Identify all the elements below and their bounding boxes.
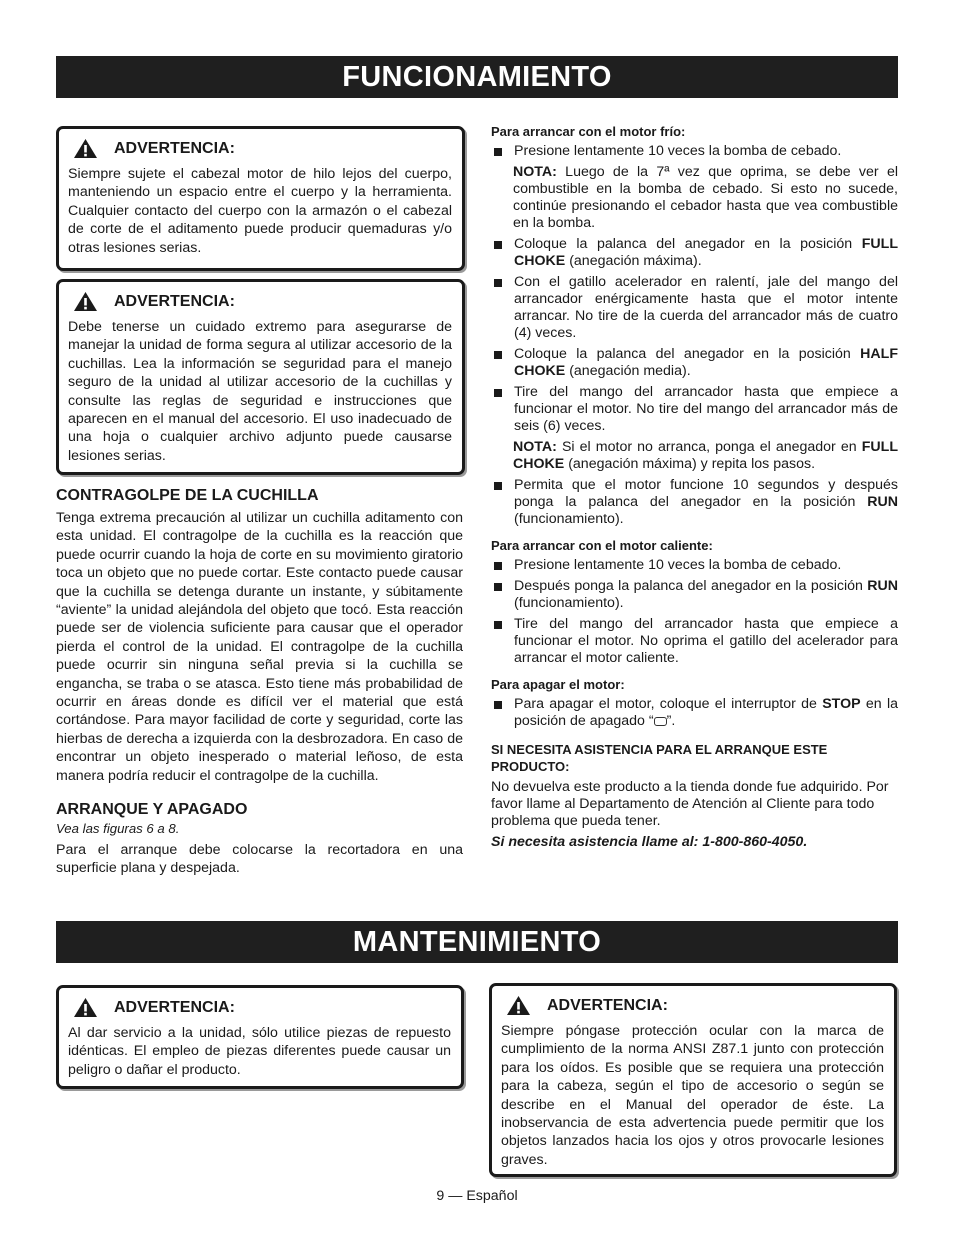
warning-triangle-icon bbox=[73, 997, 98, 1018]
warning-header bbox=[68, 997, 451, 1018]
warning-title: ADVERTENCIA: bbox=[114, 292, 235, 310]
left-column bbox=[56, 487, 463, 877]
list-item: Coloque la palanca del anegador en la posición HALF CHOKE (anegación media). bbox=[491, 346, 898, 380]
warning-text: Siempre sujete el cabezal motor de hilo lejos del cuerpo, manteniendo un espacio entre el cuerpo y la herramienta. Cualquier contacto del cuerpo con la armazón o el cabezal de corte de el aditamento puede producir quemaduras y/o otras lesiones serias. bbox=[68, 166, 452, 256]
section-banner-mantenimiento bbox=[56, 921, 898, 963]
warning-text: Al dar servicio a la unidad, sólo utilice piezas de repuesto idénticas. El empleo de piezas diferentes puede causar un peligro o dañar el producto. bbox=[68, 1025, 451, 1078]
starting-text: Para el arranque debe colocarse la recortadora en una superficie plana y despejada. bbox=[56, 841, 463, 876]
warning-header bbox=[68, 291, 452, 312]
stop-heading: Para apagar el motor: bbox=[491, 677, 625, 692]
list-item: Coloque la palanca del anegador en la posición FULL CHOKE (anegación máxima). bbox=[491, 236, 898, 270]
warning-box-proteccion bbox=[489, 983, 897, 1177]
warning-box-repuestos bbox=[56, 985, 464, 1089]
section-banner-funcionamiento bbox=[56, 56, 898, 98]
list-item: Tire del mango del arrancador hasta que empiece a funcionar el motor. No oprima el gatillo del acelerador para arrancar el motor caliente. bbox=[491, 616, 898, 667]
note: NOTA: Si el motor no arranca, ponga el anegador en FULL CHOKE (anegación máxima) y repita los pasos. bbox=[513, 439, 898, 472]
list-item: Tire del mango del arrancador hasta que empiece a funcionar el motor. No tire del mango del arrancador más de seis (6) veces. bbox=[491, 384, 898, 435]
warning-triangle-icon bbox=[73, 138, 98, 159]
list-item: Para apagar el motor, coloque el interruptor de STOP en la posición de apagado “ ”. bbox=[491, 696, 898, 730]
warning-box-hilo bbox=[56, 126, 465, 271]
note: NOTA: Luego de la 7ª vez que oprima, se debe ver el combustible en la bomba de cebado. Si esto no sucede, continúe presionando el cebador hasta que vea combustible en la bomba. bbox=[513, 164, 898, 231]
figures-reference: Vea las figuras 6 a 8. bbox=[56, 821, 180, 837]
warning-header bbox=[501, 995, 884, 1016]
section-title: FUNCIONAMIENTO bbox=[342, 60, 612, 93]
list-item: Con el gatillo acelerador en ralentí, jale del mango del arrancador enérgicamente hasta que el motor intente arrancar. No tire de la cuerda del arrancador más de cuatro (4) veces. bbox=[491, 274, 898, 342]
kickback-text: Tenga extrema precaución al utilizar un cuchilla aditamento con esta unidad. El contragolpe de la cuchilla es la reacción que puede ocurrir cuando la hoja de corte en su movimiento giratorio toca un objeto que no puede cortar. Este contacto puede causar que la cuchilla se detenga durante un instante, y súbitamente “aviente” la unidad alejándola del objeto que tocó. Esta reacción puede ser de violencia suficiente para causar que el operador pierda el control de la unidad. El contragolpe de la cuchilla puede ocurrir sin ninguna señal previa si la cuchilla se engancha, se traba o se atasca. Esto tiene más probabilidad de ocurrir en áreas donde es difícil ver el material que está cortándose. Para mayor facilidad de corte y seguridad, corte las hierbas de derecha a izquierda con la desbrozadora. En caso de encontrar un objeto inesperado o material leñoso, de esta manera podría reducir el contragolpe de la cuchilla. bbox=[56, 510, 463, 784]
page-footer: 9 — Español bbox=[436, 1188, 518, 1204]
list-item: Después ponga la palanca del anegador en la posición RUN (funcionamiento). bbox=[491, 578, 898, 612]
assist-heading: SI NECESITA ASISTENCIA PARA EL ARRANQUE ESTE PRODUCTO: bbox=[491, 742, 828, 774]
kickback-heading: CONTRAGOLPE DE LA CUCHILLA bbox=[56, 487, 319, 504]
list-item: Permita que el motor funcione 10 segundos y después ponga la palanca del anegador en la posición RUN (funcionamiento). bbox=[491, 477, 898, 528]
list-item: Presione lentamente 10 veces la bomba de cebado. bbox=[491, 143, 898, 160]
warning-title: ADVERTENCIA: bbox=[547, 996, 668, 1014]
right-column bbox=[491, 124, 898, 851]
warning-text: Debe tenerse un cuidado extremo para asegurarse de manejar la unidad de forma segura al utilizar accesorio de la cuchillas. Lea la información se seguridad para el manejo seguro de la unidad al utilizar accesorio de la cuchillas y consulte las reglas de seguridad e instrucciones que aparecen en el manual del accesorio. El uso inadecuado de una hoja o cualquier archivo adjunto puede causarse lesiones serias. bbox=[68, 319, 452, 464]
section-title: MANTENIMIENTO bbox=[352, 925, 602, 958]
warning-triangle-icon bbox=[506, 995, 531, 1016]
warning-title: ADVERTENCIA: bbox=[114, 998, 235, 1016]
warning-header bbox=[68, 138, 452, 159]
assist-text: No devuelva este producto a la tienda donde fue adquirido. Por favor llame al Departamento de Atención al Cliente para todo problema que pueda tener. bbox=[491, 779, 889, 829]
list-item: Presione lentamente 10 veces la bomba de cebado. bbox=[491, 557, 898, 574]
cold-start-heading: Para arrancar con el motor frío: bbox=[491, 124, 686, 139]
warning-title: ADVERTENCIA: bbox=[114, 139, 235, 157]
warning-box-cuchillas bbox=[56, 279, 465, 475]
stop-icon bbox=[654, 717, 667, 726]
starting-heading: ARRANQUE Y APAGADO bbox=[56, 801, 248, 819]
warning-text: Siempre póngase protección ocular con la marca de cumplimiento de la norma ANSI Z87.1 junto con protección para los oídos. Es posible que se requiera una protección para la cabeza, según el tipo de accesorio o según se describe en el Manual del operador de éste. La inobservancia de esta advertencia puede permitir que los objetos lanzados hacia los ojos y otros provocarle lesiones graves. bbox=[501, 1023, 884, 1168]
hot-start-heading: Para arrancar con el motor caliente: bbox=[491, 538, 713, 553]
assist-phone: Si necesita asistencia llame al: 1-800-860-4050. bbox=[491, 834, 808, 850]
warning-triangle-icon bbox=[73, 291, 98, 312]
